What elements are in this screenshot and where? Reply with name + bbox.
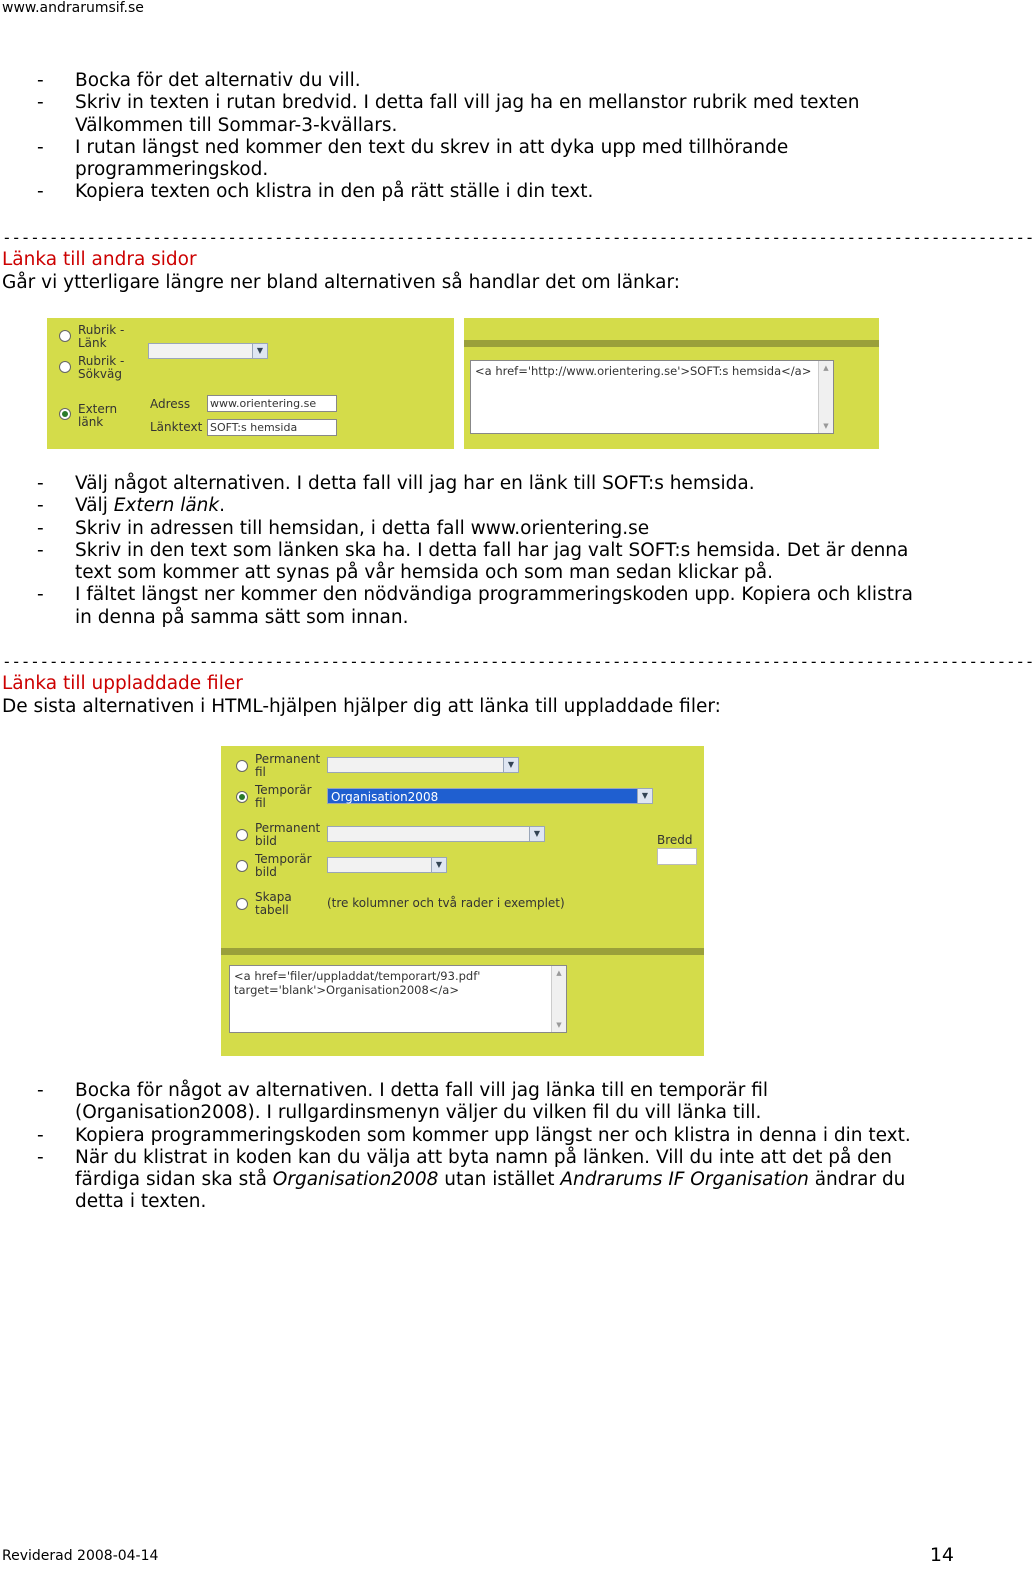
section-intro-links: Går vi ytterligare längre ner bland alternativen så handlar det om länkar: [2,272,681,293]
radio-label: Extern länk [78,402,118,429]
separator-line: -------------------------------------------------------------------------------------------------------------- [2,228,1034,247]
scrollbar[interactable] [551,966,566,1032]
radio-extern-lank[interactable] [59,408,71,420]
list-item: - Kopiera programmeringskoden som kommer upp längst ner och klistra in denna i din text. [37,1124,911,1146]
tabell-hint: (tre kolumner och två rader i exemplet) [327,896,565,910]
radio-rubrik-sokvag[interactable] [59,361,71,373]
section-heading-files: Länka till uppladdade filer [2,673,243,694]
page-number: 14 [929,1544,954,1566]
chevron-down-icon: ▼ [529,827,544,841]
header-url: www.andrarumsif.se [2,0,144,16]
section-intro-files: De sista alternativen i HTML-hjälpen hjälper dig att länka till uppladdade filer: [2,696,721,717]
radio-label: Permanent fil [255,752,321,779]
radio-label: Skapa tabell [255,890,292,917]
list-item: - Skriv in adressen till hemsidan, i detta fall www.orientering.se [37,517,650,539]
lanktext-label: Länktext [150,420,203,434]
list-item: - Skriv in texten i rutan bredvid. I detta fall vill jag ha en mellanstor rubrik med texten Välkommen till Sommar-3-kvällars. [37,92,860,136]
list-item: - Välj något alternativen. I detta fall vill jag har en länk till SOFT:s hemsida. [37,473,755,494]
temporar-fil-select[interactable]: Organisation2008 ▼ [327,788,653,804]
bredd-label: Bredd [657,833,693,847]
permanent-fil-select[interactable] [327,757,519,773]
code-output-panel [464,318,879,449]
list-item: - Bocka för något av alternativen. I detta fall vill jag länka till en temporär fil (Organisation2008). I rullgardinsmenyn väljer du vilken fil du vill länka till. [37,1080,769,1124]
scroll-down-icon[interactable]: ▼ [556,1021,562,1029]
panel-divider [464,340,879,347]
list-item: - Kopiera texten och klistra in den på rätt ställe i din text. [37,181,594,203]
list-item: - Välj Extern länk. [37,495,226,517]
list-item: - I rutan längst ned kommer den text du skrev in att dyka upp med tillhörande programmeringskod. [37,136,789,181]
instruction-list-3 [0,1080,930,1214]
radio-temporar-bild[interactable] [236,860,248,872]
chevron-down-icon: ▼ [431,858,446,872]
code-output-textarea[interactable]: <a href='http://www.orientering.se'>SOFT:s hemsida</a> ▲ ▼ [470,360,834,434]
link-select[interactable] [148,343,268,359]
radio-permanent-fil[interactable] [236,760,248,772]
list-item: - Skriv in den text som länken ska ha. I detta fall har jag valt SOFT:s hemsida. Det är denna text som kommer att synas på vår hemsida och som man sedan klickar på. [37,539,909,584]
scrollbar[interactable] [818,361,833,433]
footer-revised: Reviderad 2008-04-14 [2,1548,159,1564]
adress-input[interactable]: www.orientering.se [207,395,337,412]
radio-label: Rubrik - Sökväg [78,354,125,381]
code-output-textarea[interactable]: <a href='filer/uppladdat/temporart/93.pdf' target='blank'>Organisation2008</a> ▲ ▼ [229,965,567,1033]
temporar-bild-select[interactable] [327,857,447,873]
radio-temporar-fil[interactable] [236,791,248,803]
radio-permanent-bild[interactable] [236,829,248,841]
bredd-input[interactable] [657,848,697,865]
radio-label: Rubrik - Länk [78,323,125,350]
scroll-up-icon[interactable]: ▲ [556,969,562,977]
adress-label: Adress [150,397,191,411]
list-item: - Bocka för det alternativ du vill. [37,70,361,91]
link-options-panel [47,318,454,449]
chevron-down-icon: ▼ [637,789,652,803]
radio-label: Temporär bild [255,852,312,879]
radio-label: Permanent bild [255,821,321,848]
scroll-up-icon[interactable]: ▲ [823,364,829,372]
instruction-list-2 [0,473,930,629]
chevron-down-icon: ▼ [503,758,518,772]
radio-skapa-tabell[interactable] [236,898,248,910]
scroll-down-icon[interactable]: ▼ [823,422,829,430]
separator-line: -------------------------------------------------------------------------------------------------------------- [2,652,1034,671]
instruction-list-1 [0,70,930,204]
permanent-bild-select[interactable] [327,826,545,842]
radio-label: Temporär fil [255,783,312,810]
chevron-down-icon: ▼ [252,344,267,358]
panel-divider [221,948,704,955]
section-heading-links: Länka till andra sidor [2,249,197,270]
list-item: - När du klistrat in koden kan du välja att byta namn på länken. Vill du inte att det på den färdiga sidan ska stå Organisation2008 utan istället Andrarums IF Organisation ändrar du detta i texten. [37,1146,906,1213]
radio-rubrik-lank[interactable] [59,330,71,342]
list-item: - I fältet längst ner kommer den nödvändiga programmeringskoden upp. Kopiera och klistra in denna på samma sätt som innan. [37,584,913,628]
lanktext-input[interactable]: SOFT:s hemsida [207,419,337,436]
file-link-panel [221,746,704,1056]
